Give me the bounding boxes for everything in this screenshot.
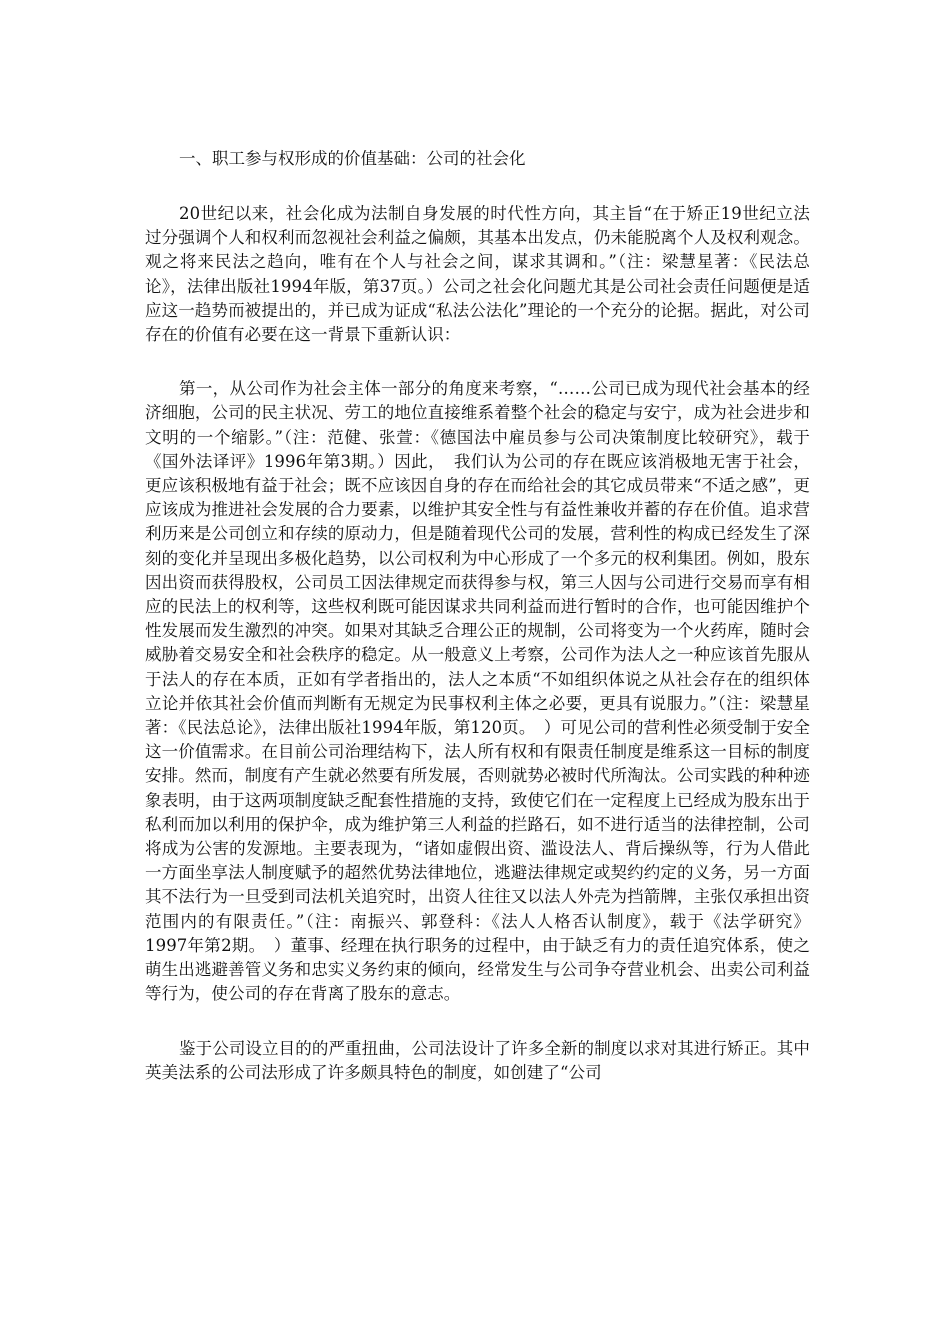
paragraph-3: 鉴于公司设立目的的严重扭曲，公司法设计了许多全新的制度以求对其进行矫正。其中英美法系的公司法形成了许多颇具特色的制度，如创建了“公司 [145,1038,810,1082]
paragraph-1: 20世纪以来，社会化成为法制自身发展的时代性方向，其主旨“在于矫正19世纪立法过分强调个人和权利而忽视社会利益之偏颇，其基本出发点，仍未能脱离个人及权利观念。观之将来民法之趋向，唯有在个人与社会之间，谋求其调和。”（注：梁慧星著：《民法总论》，法律出版社1994年版，第37页。）公司之社会化问题尤其是公司社会责任问题便是适应这一趋势而被提出的，并已成为证成“私法公法化”理论的一个充分的论据。据此，对公司存在的价值有必要在这一背景下重新认识： [145,204,810,345]
paragraph-2: 第一，从公司作为社会主体一部分的角度来考察，“……公司已成为现代社会基本的经济细胞，公司的民主状况、劳工的地位直接维系着整个社会的稳定与安宁，成为社会进步和文明的一个缩影。”（注：范健、张萱：《德国法中雇员参与公司决策制度比较研究》，载于《国外法译评》1996年第3期。）因此， 我们认为公司的存在既应该消极地无害于社会，更应该积极地有益于社会；既不应该因自身的存在而给社会的其它成员带来“不适之感”，更应该成为推进社会发展的合力要素，以维护其安全性与有益性兼收并蓄的存在价值。追求营利历来是公司创立和存续的原动力，但是随着现代公司的发展，营利性的构成已经发生了深刻的变化并呈现出多极化趋势，以公司权利为中心形成了一个多元的权利集团。例如，股东因出资而获得股权，公司员工因法律规定而获得参与权，第三人因与公司进行交易而享有相应的民法上的权利等，这些权利既可能因谋求共同利益而进行暂时的合作，也可能因维护个性发展而发生激烈的冲突。如果对其缺乏合理公正的规制，公司将变为一个火药库，随时会威胁着交易安全和社会秩序的稳定。从一般意义上考察，公司作为法人之一种应该首先服从于法人的存在本质，正如有学者指出的，法人之本质“不如组织体说之从社会存在的组织体立论并依其社会价值而判断有无规定为民事权利主体之必要，更具有说服力。”（注：梁慧星著：《民法总论》，法律出版社1994年版，第120页。 ）可见公司的营利性必须受制于安全这一价值需求。在目前公司治理结构下，法人所有权和有限责任制度是维系这一目标的制度安排。然而，制度有产生就必然要有所发展，否则就势必被时代所淘汰。公司实践的种种迹象表明，由于这两项制度缺乏配套性措施的支持，致使它们在一定程度上已经成为股东出于私利而加以利用的保护伞，成为维护第三人利益的拦路石，如不进行适当的法律控制，公司将成为公害的发源地。主要表现为，“诸如虚假出资、滥设法人、背后操纵等，行为人借此一方面坐享法人制度赋予的超然优势法律地位，逃避法律规定或契约约定的义务，另一方面其不法行为一旦受到司法机关追究时，出资人往往又以法人外壳为挡箭牌，主张仅承担出资范围内的有限责任。”（注：南振兴、郭登科：《法人人格否认制度》，载于《法学研究》1997年第2期。 ）董事、经理在执行职务的过程中，由于缺乏有力的责任追究体系，使之萌生出逃避善管义务和忠实义务约束的倾向，经常发生与公司争夺营业机会、出卖公司利益等行为，使公司的存在背离了股东的意志。 [145,379,810,1004]
document-body [145,146,810,1115]
section-heading: 一、职工参与权形成的价值基础：公司的社会化 [179,149,526,168]
